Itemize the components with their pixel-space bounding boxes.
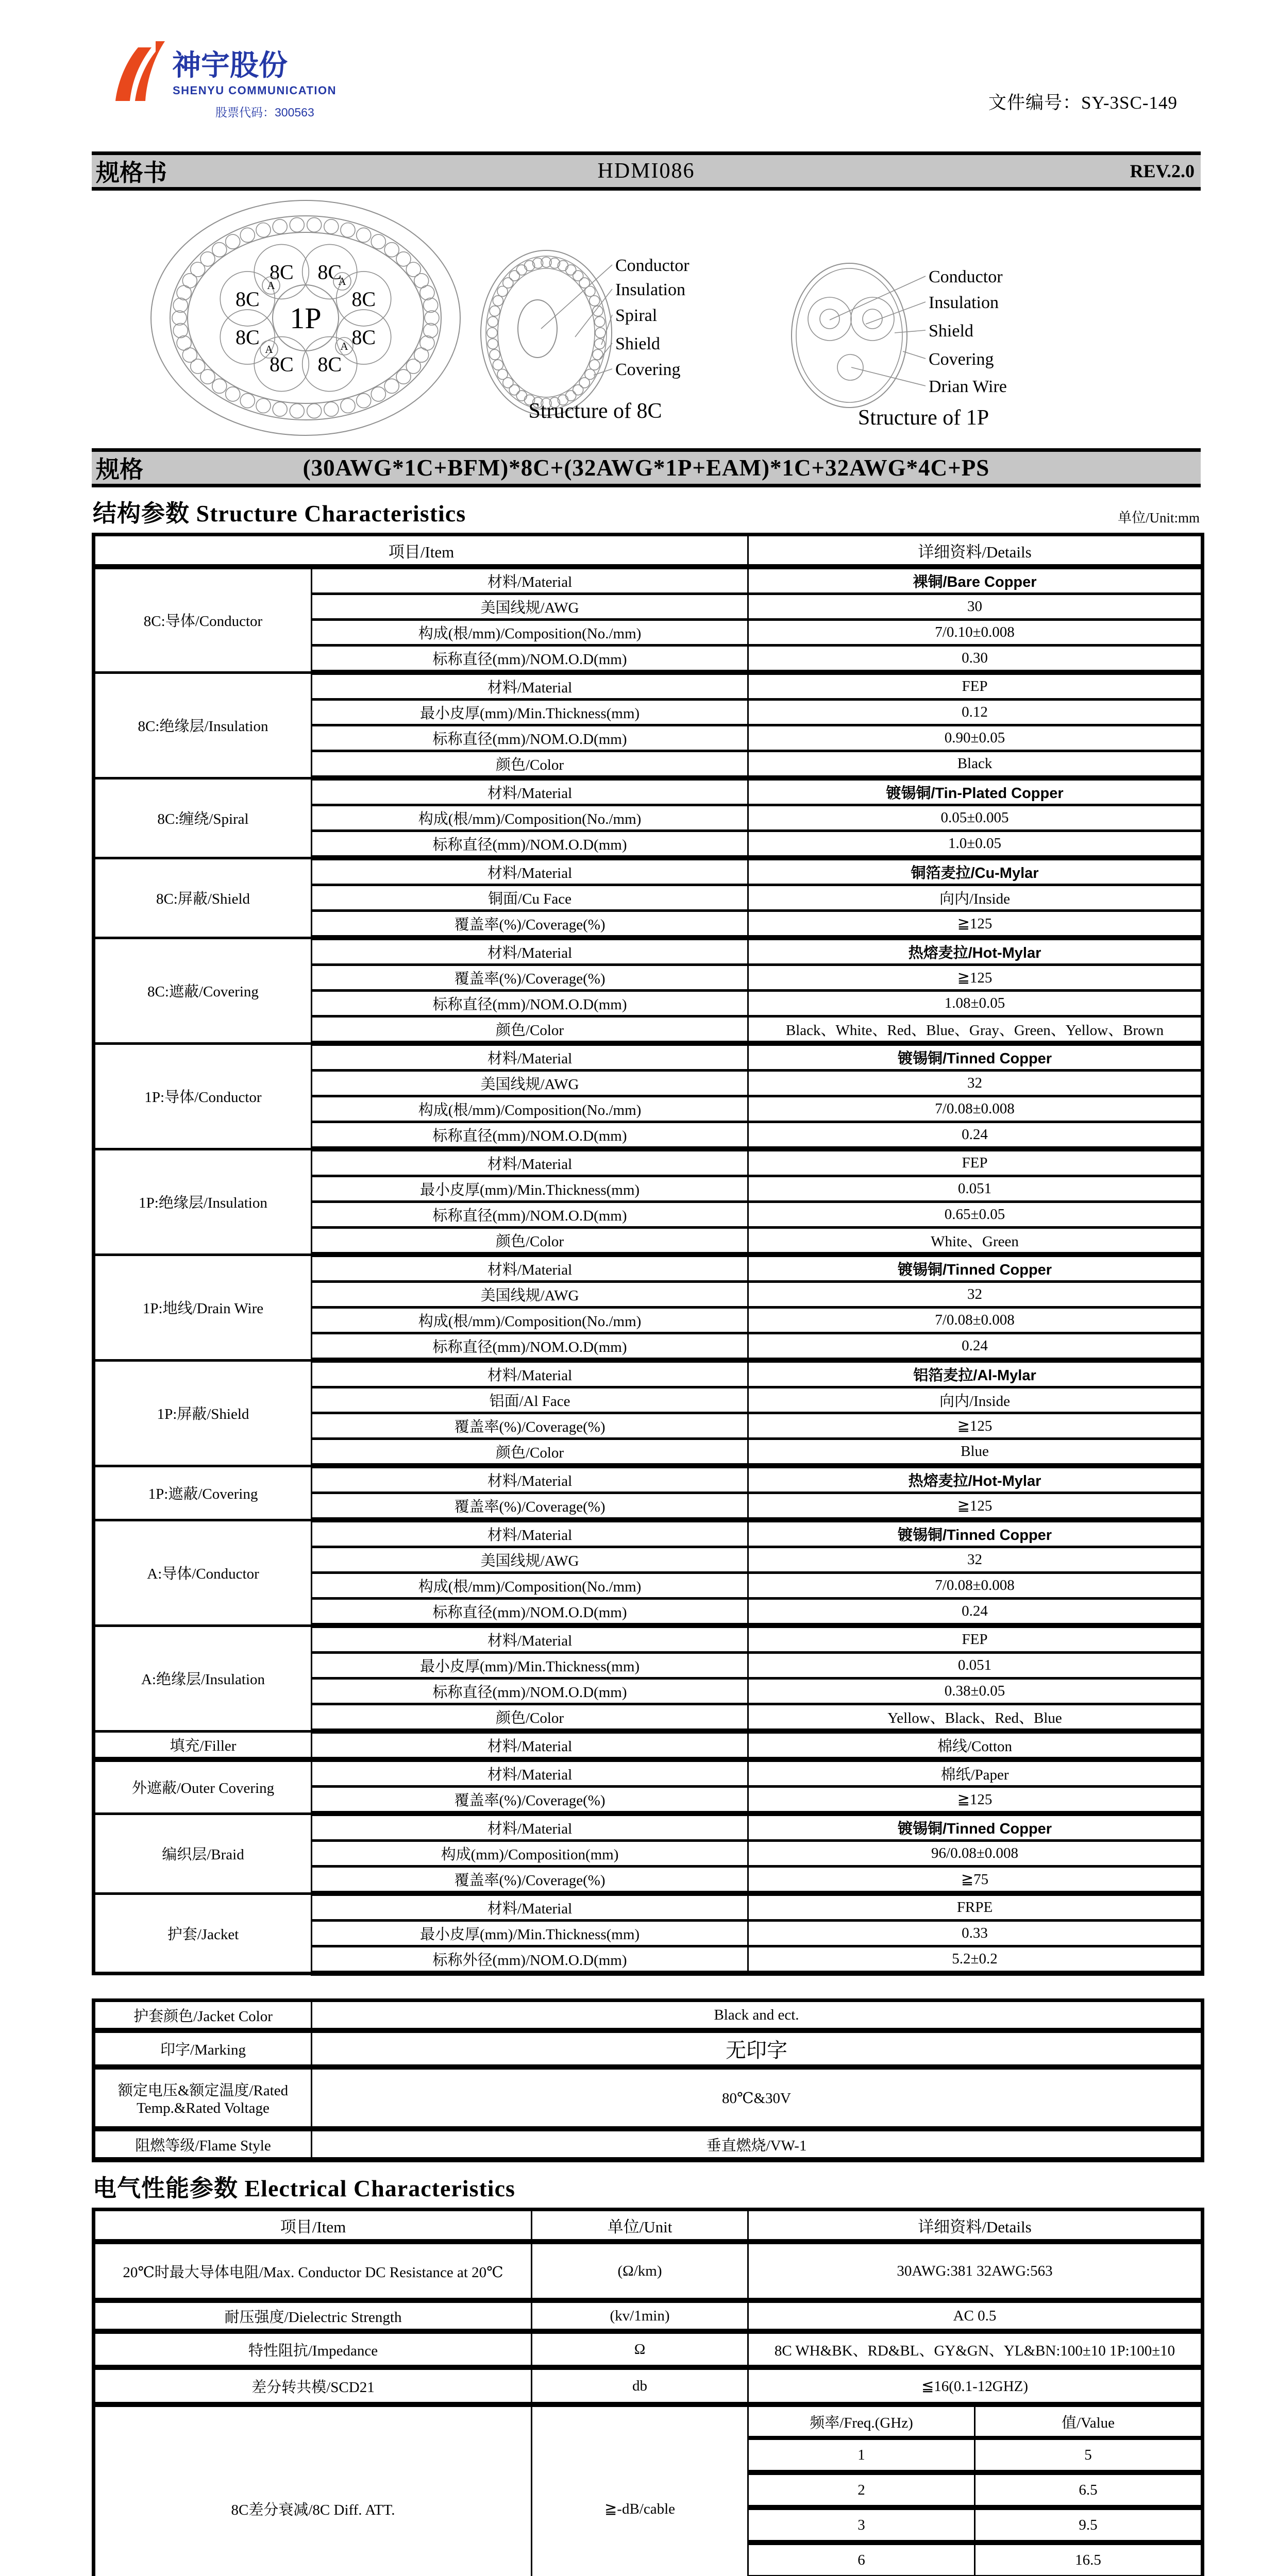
a-wire-label: A bbox=[340, 340, 348, 352]
freq-header-cell: 频率/Freq.(GHz) bbox=[749, 2407, 975, 2438]
attenuation-subtable-cell bbox=[748, 2404, 1203, 2576]
table-row bbox=[94, 1625, 1203, 1653]
item-label-cell: 颜色/Color bbox=[312, 1439, 748, 1466]
detail-value-cell: FEP bbox=[748, 672, 1203, 700]
table-row bbox=[94, 1255, 1203, 1282]
table-row bbox=[94, 1043, 1203, 1071]
item-label-cell: 铝面/Al Face bbox=[312, 1387, 748, 1413]
group-label-cell: 1P:导体/Conductor bbox=[94, 1043, 312, 1149]
detail-value-cell: Black and ect. bbox=[312, 2001, 1203, 2031]
detail-value-cell: Black bbox=[748, 751, 1203, 778]
item-label-cell: 美国线规/AWG bbox=[312, 1547, 748, 1573]
subtable-row bbox=[749, 2543, 1201, 2576]
item-label-cell: 材料/Material bbox=[312, 672, 748, 700]
item-label-cell: 标称直径(mm)/NOM.O.D(mm) bbox=[312, 1122, 748, 1149]
detail-value-cell: Blue bbox=[748, 1439, 1203, 1466]
group-label-cell: 8C:遮蔽/Covering bbox=[94, 938, 312, 1043]
item-label-cell: 颜色/Color bbox=[312, 1704, 748, 1732]
item-label-cell: 标称外径(mm)/NOM.O.D(mm) bbox=[312, 1946, 748, 1974]
item-label-cell: 材料/Material bbox=[312, 858, 748, 885]
structure-of-8c-diagram bbox=[464, 240, 825, 436]
detail-value-cell: FEP bbox=[748, 1149, 1203, 1176]
item-label-cell: 构成(mm)/Composition(mm) bbox=[312, 1841, 748, 1867]
diagram-label: Covering bbox=[615, 360, 681, 379]
table-row bbox=[94, 1731, 1203, 1759]
title-bar bbox=[92, 151, 1201, 191]
detail-value-cell: 无印字 bbox=[312, 2030, 1203, 2067]
item-label-cell: 颜色/Color bbox=[312, 751, 748, 778]
spec-bar-label: 规格 bbox=[96, 456, 143, 483]
table-header-row bbox=[94, 535, 1203, 567]
detail-value-cell: ≧125 bbox=[748, 965, 1203, 991]
detail-value-cell: 0.38±0.05 bbox=[748, 1679, 1203, 1704]
item-label-cell: 材料/Material bbox=[312, 1731, 748, 1759]
subtable-row bbox=[749, 2472, 1201, 2507]
structure-table bbox=[92, 533, 1204, 1976]
table-row bbox=[94, 1893, 1203, 1921]
table-row bbox=[94, 2030, 1203, 2067]
detail-value-cell: 0.65±0.05 bbox=[748, 1202, 1203, 1228]
detail-value-cell: 铜箔麦拉/Cu-Mylar bbox=[748, 858, 1203, 885]
item-label-cell: 材料/Material bbox=[312, 1893, 748, 1921]
item-label-cell: 耐压强度/Dielectric Strength bbox=[94, 2300, 532, 2331]
item-label-cell: 构成(根/mm)/Composition(No./mm) bbox=[312, 1573, 748, 1599]
detail-value-cell: ≧125 bbox=[748, 1787, 1203, 1814]
page-header bbox=[92, 0, 1201, 151]
item-label-cell: 覆盖率(%)/Coverage(%) bbox=[312, 1413, 748, 1439]
value-cell: 5 bbox=[975, 2438, 1201, 2472]
item-label-cell: 20℃时最大导体电阻/Max. Conductor DC Resistance at 20℃ bbox=[94, 2242, 532, 2300]
doc-number: 文件编号：SY-3SC-149 bbox=[988, 93, 1178, 113]
group-label-cell: 1P:地线/Drain Wire bbox=[94, 1255, 312, 1360]
insulated-conductor-circle bbox=[851, 297, 894, 341]
group-label-cell: 护套/Jacket bbox=[94, 1893, 312, 1973]
unit-cell: db bbox=[532, 2367, 748, 2404]
table-row bbox=[94, 778, 1203, 805]
detail-value-cell: 7/0.08±0.008 bbox=[748, 1573, 1203, 1599]
8c-subunit-label: 8C bbox=[317, 352, 342, 376]
diagram-label: Shield bbox=[615, 334, 660, 353]
item-label-cell: 材料/Material bbox=[312, 1360, 748, 1387]
diagram-area bbox=[92, 191, 1201, 448]
item-label-cell: 材料/Material bbox=[312, 1520, 748, 1547]
detail-value-cell: 热熔麦拉/Hot-Mylar bbox=[748, 938, 1203, 965]
detail-value-cell: ≧125 bbox=[748, 1493, 1203, 1520]
item-label-cell: 覆盖率(%)/Coverage(%) bbox=[312, 1867, 748, 1894]
item-label-cell: 印字/Marking bbox=[94, 2030, 312, 2067]
diagram-label: Insulation bbox=[615, 280, 685, 299]
freq-cell: 6 bbox=[749, 2543, 975, 2576]
title-bar-left: 规格书 bbox=[96, 159, 167, 186]
detail-value-cell: 镀锡铜/Tinned Copper bbox=[748, 1814, 1203, 1841]
item-label-cell: 标称直径(mm)/NOM.O.D(mm) bbox=[312, 1202, 748, 1228]
item-label-cell: 美国线规/AWG bbox=[312, 1282, 748, 1308]
subtable-row bbox=[749, 2507, 1201, 2543]
item-label-cell: 标称直径(mm)/NOM.O.D(mm) bbox=[312, 646, 748, 673]
table-row bbox=[94, 1520, 1203, 1547]
item-label-cell: 材料/Material bbox=[312, 1255, 748, 1282]
item-label-cell: 构成(根/mm)/Composition(No./mm) bbox=[312, 1096, 748, 1122]
group-label-cell: 1P:遮蔽/Covering bbox=[94, 1466, 312, 1520]
subtable-header-row bbox=[749, 2407, 1201, 2438]
value-header-cell: 值/Value bbox=[975, 2407, 1201, 2438]
detail-value-cell: 0.24 bbox=[748, 1599, 1203, 1626]
item-label-cell: 材料/Material bbox=[312, 1466, 748, 1493]
value-cell: 6.5 bbox=[975, 2472, 1201, 2507]
group-label-cell: A:导体/Conductor bbox=[94, 1520, 312, 1625]
item-label-cell: 最小皮厚(mm)/Min.Thickness(mm) bbox=[312, 1176, 748, 1202]
detail-value-cell: 热熔麦拉/Hot-Mylar bbox=[748, 1466, 1203, 1493]
detail-value-cell: 7/0.10±0.008 bbox=[748, 620, 1203, 646]
detail-value-cell: 镀锡铜/Tinned Copper bbox=[748, 1043, 1203, 1071]
item-label-cell: 最小皮厚(mm)/Min.Thickness(mm) bbox=[312, 1921, 748, 1946]
table-row bbox=[94, 2242, 1203, 2300]
group-label-cell: 1P:屏蔽/Shield bbox=[94, 1360, 312, 1466]
detail-value-cell: 0.30 bbox=[748, 646, 1203, 673]
detail-value-cell: Black、White、Red、Blue、Gray、Green、Yellow、Brown bbox=[748, 1016, 1203, 1044]
table-row bbox=[94, 2367, 1203, 2404]
shenyu-logo bbox=[111, 40, 379, 105]
item-label-cell: 标称直径(mm)/NOM.O.D(mm) bbox=[312, 725, 748, 751]
item-label-cell: 额定电压&额定温度/Rated Temp.&Rated Voltage bbox=[94, 2067, 312, 2129]
diagram-label: Drian Wire bbox=[929, 377, 1007, 396]
table-row bbox=[94, 938, 1203, 965]
table-row bbox=[94, 1360, 1203, 1387]
detail-value-cell: 铝箔麦拉/Al-Mylar bbox=[748, 1360, 1203, 1387]
item-label-cell: 材料/Material bbox=[312, 778, 748, 805]
table-row bbox=[94, 2129, 1203, 2160]
detail-value-cell: 96/0.08±0.008 bbox=[748, 1841, 1203, 1867]
freq-cell: 3 bbox=[749, 2507, 975, 2543]
detail-value-cell: 镀锡铜/Tin-Plated Copper bbox=[748, 778, 1203, 805]
8c-subunit-label: 8C bbox=[269, 260, 294, 284]
detail-value-cell: 0.051 bbox=[748, 1653, 1203, 1679]
spiral-bead-ring bbox=[487, 257, 606, 409]
detail-value-cell: 30AWG:381 32AWG:563 bbox=[748, 2242, 1203, 2300]
detail-value-cell: ≧75 bbox=[748, 1867, 1203, 1894]
unit-cell: (Ω/km) bbox=[532, 2242, 748, 2300]
table-row bbox=[94, 2331, 1203, 2367]
detail-value-cell: 5.2±0.2 bbox=[748, 1946, 1203, 1974]
detail-value-cell: 7/0.08±0.008 bbox=[748, 1096, 1203, 1122]
table-row bbox=[94, 1466, 1203, 1493]
value-cell: 9.5 bbox=[975, 2507, 1201, 2543]
general-properties-table bbox=[92, 1998, 1204, 2162]
item-label-cell: 特性阻抗/Impedance bbox=[94, 2331, 532, 2367]
section-title: 电气性能参数 Electrical Characteristics bbox=[93, 2175, 515, 2201]
item-label-cell: 材料/Material bbox=[312, 1814, 748, 1841]
item-header-cell: 项目/Item bbox=[94, 535, 748, 567]
electrical-table bbox=[92, 2208, 1204, 2576]
detail-value-cell: ≧125 bbox=[748, 1413, 1203, 1439]
detail-value-cell: 0.12 bbox=[748, 700, 1203, 725]
item-label-cell: 材料/Material bbox=[312, 938, 748, 965]
freq-cell: 1 bbox=[749, 2438, 975, 2472]
title-bar-rev: REV.2.0 bbox=[1130, 161, 1195, 181]
subtable-row bbox=[749, 2438, 1201, 2472]
8c-subunit-label: 8C bbox=[269, 352, 294, 376]
item-label-cell: 颜色/Color bbox=[312, 1016, 748, 1044]
item-label-cell: 8C差分衰减/8C Diff. ATT. bbox=[94, 2404, 532, 2576]
detail-value-cell: 0.24 bbox=[748, 1122, 1203, 1149]
table-row bbox=[94, 1759, 1203, 1787]
group-label-cell: 1P:绝缘层/Insulation bbox=[94, 1149, 312, 1255]
table-row bbox=[94, 1149, 1203, 1176]
item-label-cell: 标称直径(mm)/NOM.O.D(mm) bbox=[312, 1679, 748, 1704]
group-label-cell: 编织层/Braid bbox=[94, 1814, 312, 1893]
a-wire-label: A bbox=[267, 279, 275, 292]
structure-section-header bbox=[92, 487, 1201, 533]
attenuation-subtable bbox=[749, 2407, 1201, 2576]
detail-value-cell: 裸铜/Bare Copper bbox=[748, 567, 1203, 594]
detail-value-cell: Yellow、Black、Red、Blue bbox=[748, 1704, 1203, 1732]
detail-value-cell: 0.24 bbox=[748, 1333, 1203, 1361]
detail-value-cell: AC 0.5 bbox=[748, 2300, 1203, 2331]
spec-bar bbox=[92, 448, 1201, 487]
item-header-cell: 项目/Item bbox=[94, 2210, 532, 2242]
item-label-cell: 差分转共模/SCD21 bbox=[94, 2367, 532, 2404]
detail-value-cell: 32 bbox=[748, 1547, 1203, 1573]
detail-value-cell: 32 bbox=[748, 1282, 1203, 1308]
value-cell: 16.5 bbox=[975, 2543, 1201, 2576]
item-label-cell: 标称直径(mm)/NOM.O.D(mm) bbox=[312, 991, 748, 1016]
detail-value-cell: FRPE bbox=[748, 1893, 1203, 1921]
detail-value-cell: 7/0.08±0.008 bbox=[748, 1308, 1203, 1333]
item-label-cell: 标称直径(mm)/NOM.O.D(mm) bbox=[312, 1599, 748, 1626]
diagram-label: Spiral bbox=[615, 306, 658, 325]
diagram-label: Shield bbox=[929, 321, 973, 341]
drain-wire-circle bbox=[837, 354, 863, 380]
detail-value-cell: 0.90±0.05 bbox=[748, 725, 1203, 751]
detail-value-cell: 32 bbox=[748, 1071, 1203, 1096]
unit-note: 单位/Unit:mm bbox=[1117, 510, 1200, 526]
item-label-cell: 构成(根/mm)/Composition(No./mm) bbox=[312, 620, 748, 646]
detail-value-cell: 镀锡铜/Tinned Copper bbox=[748, 1520, 1203, 1547]
table-row bbox=[94, 858, 1203, 885]
table-row bbox=[94, 1814, 1203, 1841]
item-label-cell: 材料/Material bbox=[312, 567, 748, 594]
diagram-caption: Structure of 8C bbox=[528, 399, 662, 423]
item-label-cell: 覆盖率(%)/Coverage(%) bbox=[312, 965, 748, 991]
conductor-circle bbox=[518, 300, 557, 358]
stock-code: 股票代码：300563 bbox=[215, 106, 314, 119]
table-row bbox=[94, 2001, 1203, 2031]
detail-value-cell: 0.33 bbox=[748, 1921, 1203, 1946]
unit-header-cell: 单位/Unit bbox=[532, 2210, 748, 2242]
diagram-caption: Structure of 1P bbox=[857, 406, 989, 430]
item-label-cell: 材料/Material bbox=[312, 1149, 748, 1176]
item-label-cell: 美国线规/AWG bbox=[312, 1071, 748, 1096]
8c-subunit-label: 8C bbox=[235, 287, 260, 311]
spec-string: (30AWG*1C+BFM)*8C+(32AWG*1P+EAM)*1C+32AWG*4C+PS bbox=[302, 455, 990, 481]
unit-cell: (kv/1min) bbox=[532, 2300, 748, 2331]
group-label-cell: 8C:绝缘层/Insulation bbox=[94, 672, 312, 778]
detail-value-cell: 8C WH&BK、RD&BL、GY&GN、YL&BN:100±10 1P:100±10 bbox=[748, 2331, 1203, 2367]
table-header-row bbox=[94, 2210, 1203, 2242]
group-label-cell: 8C:缠绕/Spiral bbox=[94, 778, 312, 858]
logo-en-text: SHENYU COMMUNICATION bbox=[173, 84, 337, 97]
detail-value-cell: 垂直燃烧/VW-1 bbox=[312, 2129, 1203, 2160]
item-label-cell: 标称直径(mm)/NOM.O.D(mm) bbox=[312, 1333, 748, 1361]
detail-value-cell: 30 bbox=[748, 594, 1203, 620]
cable-cross-section-diagram bbox=[143, 197, 473, 444]
diagram-label: Insulation bbox=[929, 293, 999, 312]
insulated-conductor-circle bbox=[808, 297, 851, 341]
group-label-cell: A:绝缘层/Insulation bbox=[94, 1625, 312, 1731]
item-label-cell: 材料/Material bbox=[312, 1759, 748, 1787]
freq-cell: 2 bbox=[749, 2472, 975, 2507]
item-label-cell: 护套颜色/Jacket Color bbox=[94, 2001, 312, 2031]
item-label-cell: 材料/Material bbox=[312, 1043, 748, 1071]
table-row bbox=[94, 2300, 1203, 2331]
item-label-cell: 材料/Material bbox=[312, 1625, 748, 1653]
unit-cell: Ω bbox=[532, 2331, 748, 2367]
detail-value-cell: 0.051 bbox=[748, 1176, 1203, 1202]
8c-subunit-label: 8C bbox=[317, 260, 342, 284]
8c-subunit-label: 8C bbox=[235, 326, 260, 349]
item-label-cell: 构成(根/mm)/Composition(No./mm) bbox=[312, 805, 748, 831]
detail-value-cell: 0.05±0.005 bbox=[748, 805, 1203, 831]
unit-cell: ≧-dB/cable bbox=[532, 2404, 748, 2576]
detail-value-cell: 向内/Inside bbox=[748, 1387, 1203, 1413]
electrical-section-header bbox=[92, 2162, 1201, 2208]
item-label-cell: 最小皮厚(mm)/Min.Thickness(mm) bbox=[312, 1653, 748, 1679]
item-label-cell: 覆盖率(%)/Coverage(%) bbox=[312, 1493, 748, 1520]
detail-value-cell: 镀锡铜/Tinned Copper bbox=[748, 1255, 1203, 1282]
detail-value-cell: 棉线/Cotton bbox=[748, 1731, 1203, 1759]
diagram-label: Conductor bbox=[615, 256, 690, 275]
details-header-cell: 详细资料/Details bbox=[748, 2210, 1203, 2242]
section-title: 结构参数 Structure Characteristics bbox=[93, 500, 466, 527]
detail-value-cell: 向内/Inside bbox=[748, 885, 1203, 911]
item-label-cell: 美国线规/AWG bbox=[312, 594, 748, 620]
diagram-label: Conductor bbox=[929, 267, 1003, 286]
structure-of-1p-diagram bbox=[788, 250, 1201, 436]
spec-sheet-page bbox=[92, 0, 1201, 2576]
table-row bbox=[94, 2404, 1203, 2576]
detail-value-cell: FEP bbox=[748, 1625, 1203, 1653]
group-label-cell: 外遮蔽/Outer Covering bbox=[94, 1759, 312, 1814]
table-row bbox=[94, 672, 1203, 700]
item-label-cell: 最小皮厚(mm)/Min.Thickness(mm) bbox=[312, 700, 748, 725]
item-label-cell: 阻燃等级/Flame Style bbox=[94, 2129, 312, 2160]
title-bar-center: HDMI086 bbox=[597, 159, 695, 183]
diagram-label: Covering bbox=[929, 350, 994, 369]
group-label-cell: 8C:导体/Conductor bbox=[94, 567, 312, 672]
group-label-cell: 8C:屏蔽/Shield bbox=[94, 858, 312, 938]
a-wire-label: A bbox=[338, 275, 346, 287]
item-label-cell: 标称直径(mm)/NOM.O.D(mm) bbox=[312, 831, 748, 858]
8c-subunit-label: 8C bbox=[351, 287, 376, 311]
item-label-cell: 覆盖率(%)/Coverage(%) bbox=[312, 1787, 748, 1814]
item-label-cell: 覆盖率(%)/Coverage(%) bbox=[312, 911, 748, 938]
detail-value-cell: ≧125 bbox=[748, 911, 1203, 938]
detail-value-cell: 1.0±0.05 bbox=[748, 831, 1203, 858]
item-label-cell: 颜色/Color bbox=[312, 1228, 748, 1255]
detail-value-cell: White、Green bbox=[748, 1228, 1203, 1255]
detail-value-cell: 1.08±0.05 bbox=[748, 991, 1203, 1016]
a-wire-label: A bbox=[265, 343, 273, 355]
detail-value-cell: 80℃&30V bbox=[312, 2067, 1203, 2129]
table-row bbox=[94, 567, 1203, 594]
item-label-cell: 构成(根/mm)/Composition(No./mm) bbox=[312, 1308, 748, 1333]
group-label-cell: 填充/Filler bbox=[94, 1731, 312, 1759]
logo-cn-text: 神宇股份 bbox=[172, 49, 288, 81]
detail-value-cell: 棉纸/Paper bbox=[748, 1759, 1203, 1787]
detail-value-cell: ≦16(0.1-12GHZ) bbox=[748, 2367, 1203, 2404]
8c-subunit-label: 8C bbox=[351, 326, 376, 349]
table-row bbox=[94, 2067, 1203, 2129]
details-header-cell: 详细资料/Details bbox=[748, 535, 1203, 567]
center-pair-label: 1P bbox=[290, 301, 322, 335]
item-label-cell: 铜面/Cu Face bbox=[312, 885, 748, 911]
